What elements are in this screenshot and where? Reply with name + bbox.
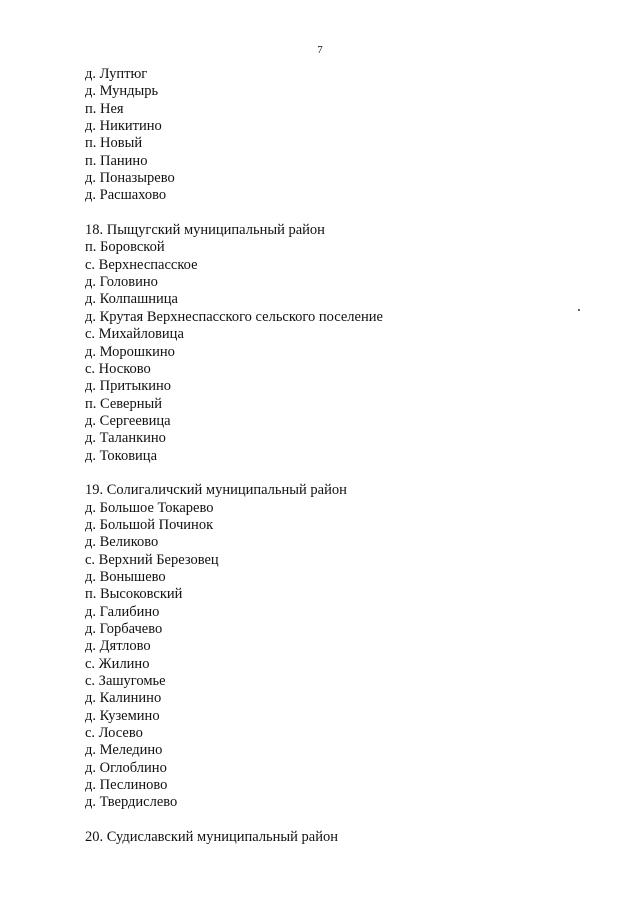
list-item: д. Оглоблино xyxy=(85,759,167,776)
section-soligalich xyxy=(85,482,585,812)
list-item: д. Куземино xyxy=(85,707,160,724)
list-item: д. Колпашница xyxy=(85,291,178,308)
section-heading: 18. Пыщугский муниципальный район xyxy=(85,222,325,239)
page-number: 7 xyxy=(317,44,323,56)
list-item: д. Дятлово xyxy=(85,638,151,655)
list-item: д. Головино xyxy=(85,274,158,291)
continued-list xyxy=(85,66,585,205)
list-item: п. Северный xyxy=(85,395,163,412)
list-item: с. Лосево xyxy=(85,725,143,742)
document-body xyxy=(85,66,585,846)
section-gap xyxy=(85,465,585,482)
list-item: д. Таланкино xyxy=(85,430,166,447)
list-item: д. Вонышево xyxy=(85,568,166,585)
list-item: д. Поназырево xyxy=(85,170,175,187)
list-item: д. Притыкино xyxy=(85,378,172,395)
list-item: с. Верхнеспасское xyxy=(85,256,198,273)
section-gap xyxy=(85,205,585,222)
list-item: с. Жилино xyxy=(85,655,150,672)
list-item: с. Носково xyxy=(85,360,151,377)
section-heading: 19. Солигаличский муниципальный район xyxy=(85,482,347,499)
list-item: д. Мундырь xyxy=(85,83,159,100)
list-item: д. Меледино xyxy=(85,742,163,759)
list-item: д. Морошкино xyxy=(85,343,175,360)
list-item: д. Песлиново xyxy=(85,777,168,794)
list-item: п. Панино xyxy=(85,152,148,169)
list-item: п. Новый xyxy=(85,135,143,152)
list-item: д. Никитино xyxy=(85,118,162,135)
section-gap xyxy=(85,812,585,829)
list-item: с. Верхний Березовец xyxy=(85,551,219,568)
list-item: п. Высоковский xyxy=(85,586,183,603)
list-item: д. Луптюг xyxy=(85,66,148,82)
list-item: д. Расшахово xyxy=(85,187,167,204)
list-item: д. Большое Токарево xyxy=(85,499,214,516)
list-item: д. Горбачево xyxy=(85,621,163,637)
section-pyshchug xyxy=(85,222,585,465)
list-item: с. Зашугомье xyxy=(85,673,166,690)
list-item: д. Калинино xyxy=(85,690,162,707)
list-item: п. Нея xyxy=(85,100,124,117)
list-item: д. Токовица xyxy=(85,447,158,464)
section-heading: 20. Судиславский муниципальный район xyxy=(85,829,339,846)
list-item: п. Боровской xyxy=(85,239,165,256)
list-item: с. Михайловица xyxy=(85,326,184,343)
section-sudislavl xyxy=(85,829,585,846)
list-item: д. Великово xyxy=(85,534,159,551)
list-item: д. Твердислево xyxy=(85,794,178,811)
list-item: д. Сергеевица xyxy=(85,412,171,429)
list-item: д. Крутая Верхнеспасского сельского поселение xyxy=(85,308,383,325)
list-item: д. Галибино xyxy=(85,603,160,620)
list-item: д. Большой Починок xyxy=(85,516,214,533)
